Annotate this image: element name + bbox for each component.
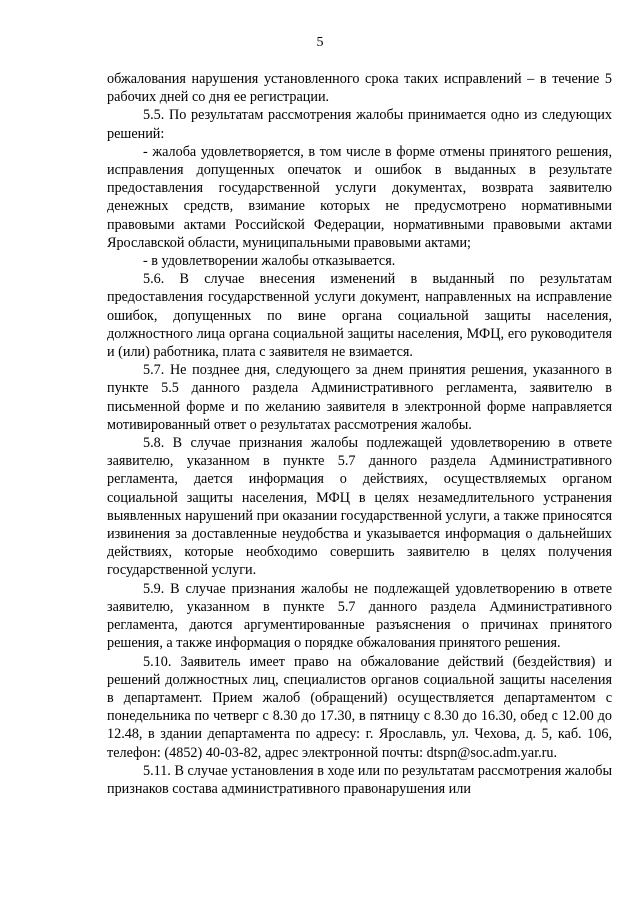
paragraph-5-7: 5.7. Не позднее дня, следующего за днем принятия решения, указанного в пункте 5.5 данного раздела Административного регламента, заявителю в письменной форме и по желанию заявителя в электронной форме направляется мотивированный ответ о результатах рассмотрения жалобы. (107, 362, 612, 433)
paragraph-5-8: 5.8. В случае признания жалобы подлежащей удовлетворению в ответе заявителю, указанном в пункте 5.7 данного раздела Административного регламента, дается информация о действиях, осуществляемых органом социальной защиты населения, МФЦ в целях незамедлительного устранения выявленных нарушений при оказании государственной услуги, а также приносятся извинения за доставленные неудобства и указывается информация о дальнейших действиях, которые необходимо совершить заявителю в целях получения государственной услуги. (107, 435, 612, 579)
paragraph-5-9: 5.9. В случае признания жалобы не подлежащей удовлетворению в ответе заявителю, указанном в пункте 5.7 данного раздела Административного регламента, даются аргументированные разъяснения о причинах принятого решения, а также информация о порядке обжалования принятого решения. (107, 580, 612, 652)
paragraph-list-item-refused: - в удовлетворении жалобы отказывается. (143, 253, 396, 270)
paragraph-list-item-granted: - жалоба удовлетворяется, в том числе в форме отмены принятого решения, исправления допущенных опечаток и ошибок в выданных в результате предоставления государственной услуги документах, возврата заявителю денежных средств, взимание которых не предусмотрено нормативными правовыми актами Российской Федерации, нормативными правовыми актами Ярославской области, муниципальными правовыми актами; (107, 143, 612, 251)
paragraph-5-5: 5.5. По результатам рассмотрения жалобы принимается одно из следующих решений: (107, 107, 612, 142)
paragraph-5-10: 5.10. Заявитель имеет право на обжалование действий (бездействия) и решений должностных лиц, специалистов органов социальной защиты населения в департамент. Прием жалоб (обращений) осуществляется департаментом с понедельника по четверг с 8.30 до 17.30, в пятницу с 8.30 до 16.30, обед с 12.00 до 12.48, в здании департамента по адресу: г. Ярославль, ул. Чехова, д. 5, каб. 106, телефон: (4852) 40-03-82, адрес электронной почты: dtspn@soc.adm.yar.ru. (107, 653, 612, 761)
paragraph-5-11: 5.11. В случае установления в ходе или по результатам рассмотрения жалобы признаков состава административного правонарушения или (107, 762, 612, 797)
paragraph-continuation: обжалования нарушения установленного срока таких исправлений – в течение 5 рабочих дней со дня ее регистрации. (107, 71, 612, 106)
paragraph-5-6: 5.6. В случае внесения изменений в выданный по результатам предоставления государственной услуги документ, направленных на исправление ошибок, допущенных по вине органа социальной защиты населения, должностного лица органа социальной защиты населения, МФЦ, его руководителя и (или) работника, плата с заявителя не взимается. (107, 271, 612, 361)
document-body (107, 70, 612, 798)
page-number: 5 (316, 35, 324, 50)
